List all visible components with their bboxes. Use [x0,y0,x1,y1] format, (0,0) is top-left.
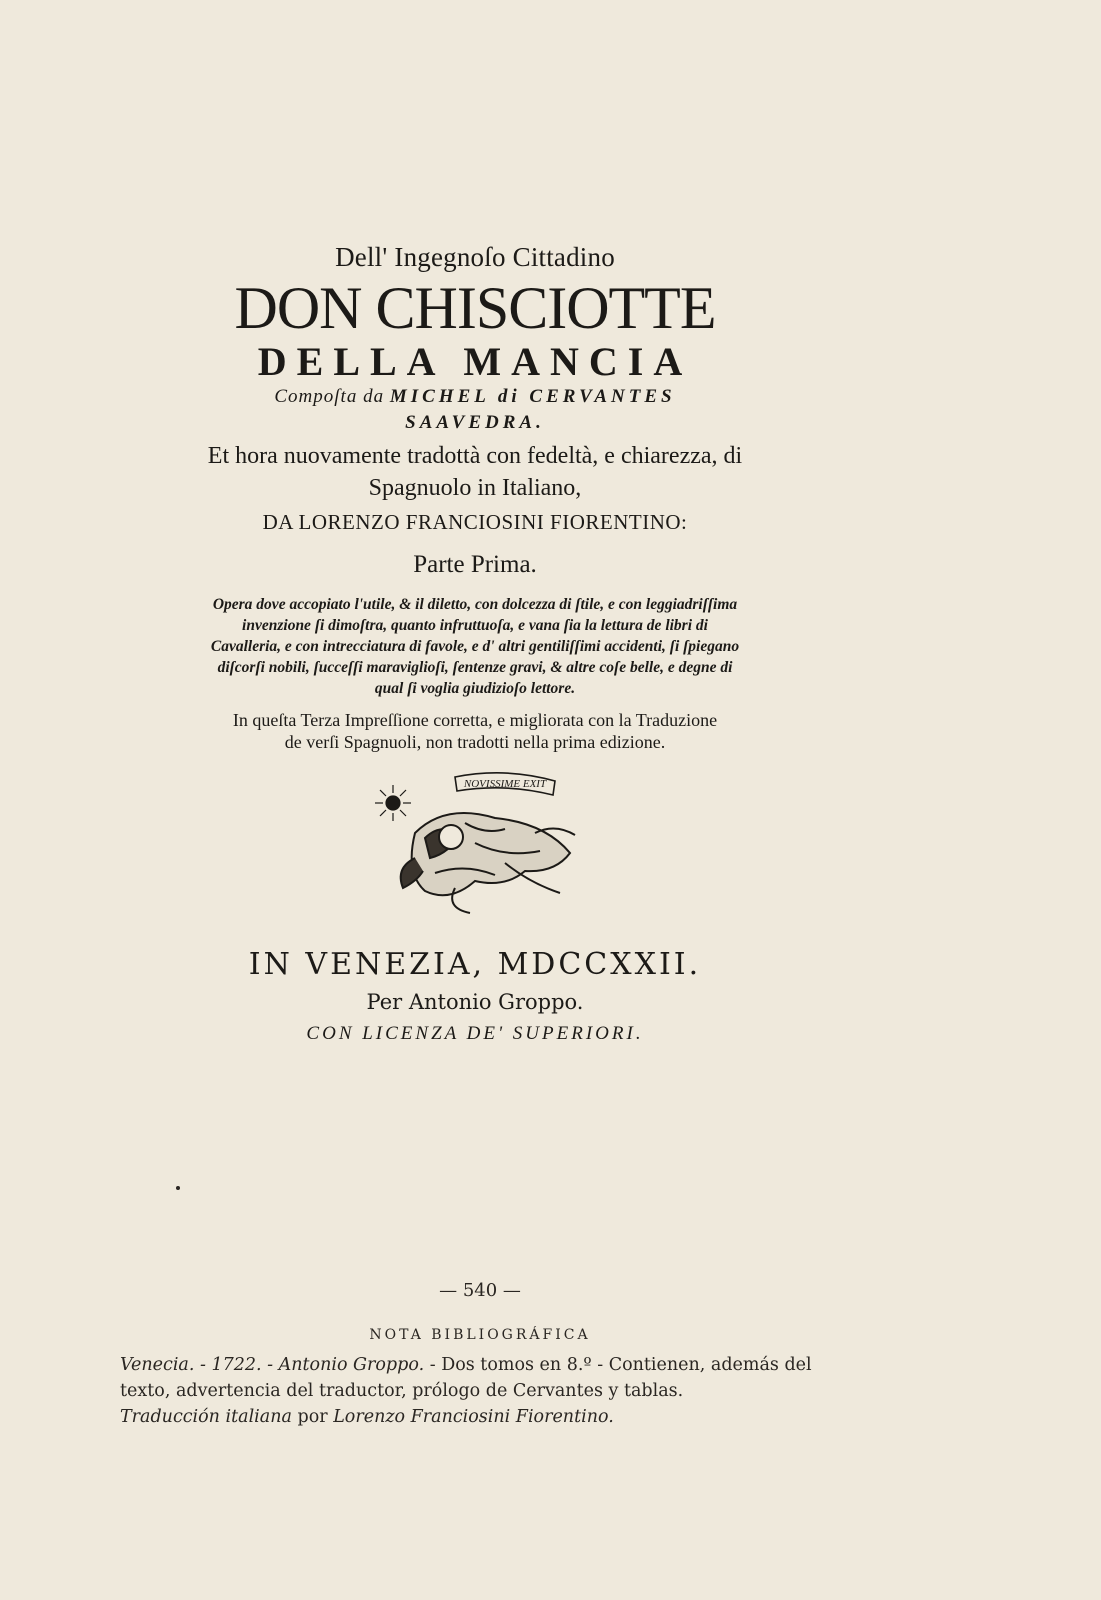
note-city-year: Venecia. - 1722. - [120,1355,274,1375]
note-details: - Dos tomos en 8.º - Contienen, además del texto, advertencia del traductor, prólogo de Cervantes y tablas. [120,1355,812,1401]
edition-note: In queſta Terza Impreſſione corretta, e migliorata con la Traduzione de verſi Spagnuoli, non tradotti nella prima edizione. [232,710,718,752]
subtitle: DELLA MANCIA [257,339,693,384]
author-name-2: SAAVEDRA. [405,412,545,433]
note-translator: Lorenzo Franciosini Fiorentino. [333,1407,614,1427]
printer-line: Per Antonio Groppo. [366,990,584,1014]
translation-statement: Et hora nuovamente tradottà con fedeltà, e chiarezza, di Spagnuolo in Italiano, [207,443,743,501]
facsimile-title-page [200,240,750,1049]
place-date: IN VENEZIA, MDCCXXII. [248,947,702,982]
cherub-vignette-image [355,763,595,923]
page-number: — 540 — [439,1280,521,1301]
work-description: Opera dove accopiato l'utile, & il diletto, con dolcezza di ſtile, e con leggiadriſſima invenzione ſi dimoſtra, quanto infruttuoſa, e vana ſia la lettura de libri di Cavalleria, e con intrecciatura di favole, e d' altri gentiliſſimi accidenti, ſi ſpiegano diſcorſi nobili, ſucceſſi maravіglioſi, ſentenze gravi, & altre coſe belle, e degne di qual ſi voglia giudizioſo lettore. [210,596,740,697]
part-label: Parte Prima. [413,551,537,578]
ink-speck [176,1186,180,1190]
note-translation-label: Traducción italiana [120,1407,292,1427]
author-line [200,384,750,436]
main-title: DON CHISCIOTTE [234,275,716,341]
author-name-1: MICHEL di CERVANTES [389,386,676,407]
note-by: por [297,1407,328,1427]
vignette-motto: NOVISSIME EXIT [463,778,547,790]
sun-icon [375,785,411,821]
translator-line: DA LORENZO FRANCIOSINI FIORENTINO: [262,510,688,534]
bibliographic-note [120,1352,860,1430]
note-printer: Antonio Groppo. [278,1355,425,1375]
title-intro: Dell' Ingegnoſo Cittadino [335,242,615,272]
note-heading: NOTA BIBLIOGRÁFICA [369,1327,591,1343]
license-line: CON LICENZA DE' SUPERIORI. [306,1023,644,1044]
cherub-figure [401,813,575,913]
author-prefix: Compoſta da [274,386,385,407]
